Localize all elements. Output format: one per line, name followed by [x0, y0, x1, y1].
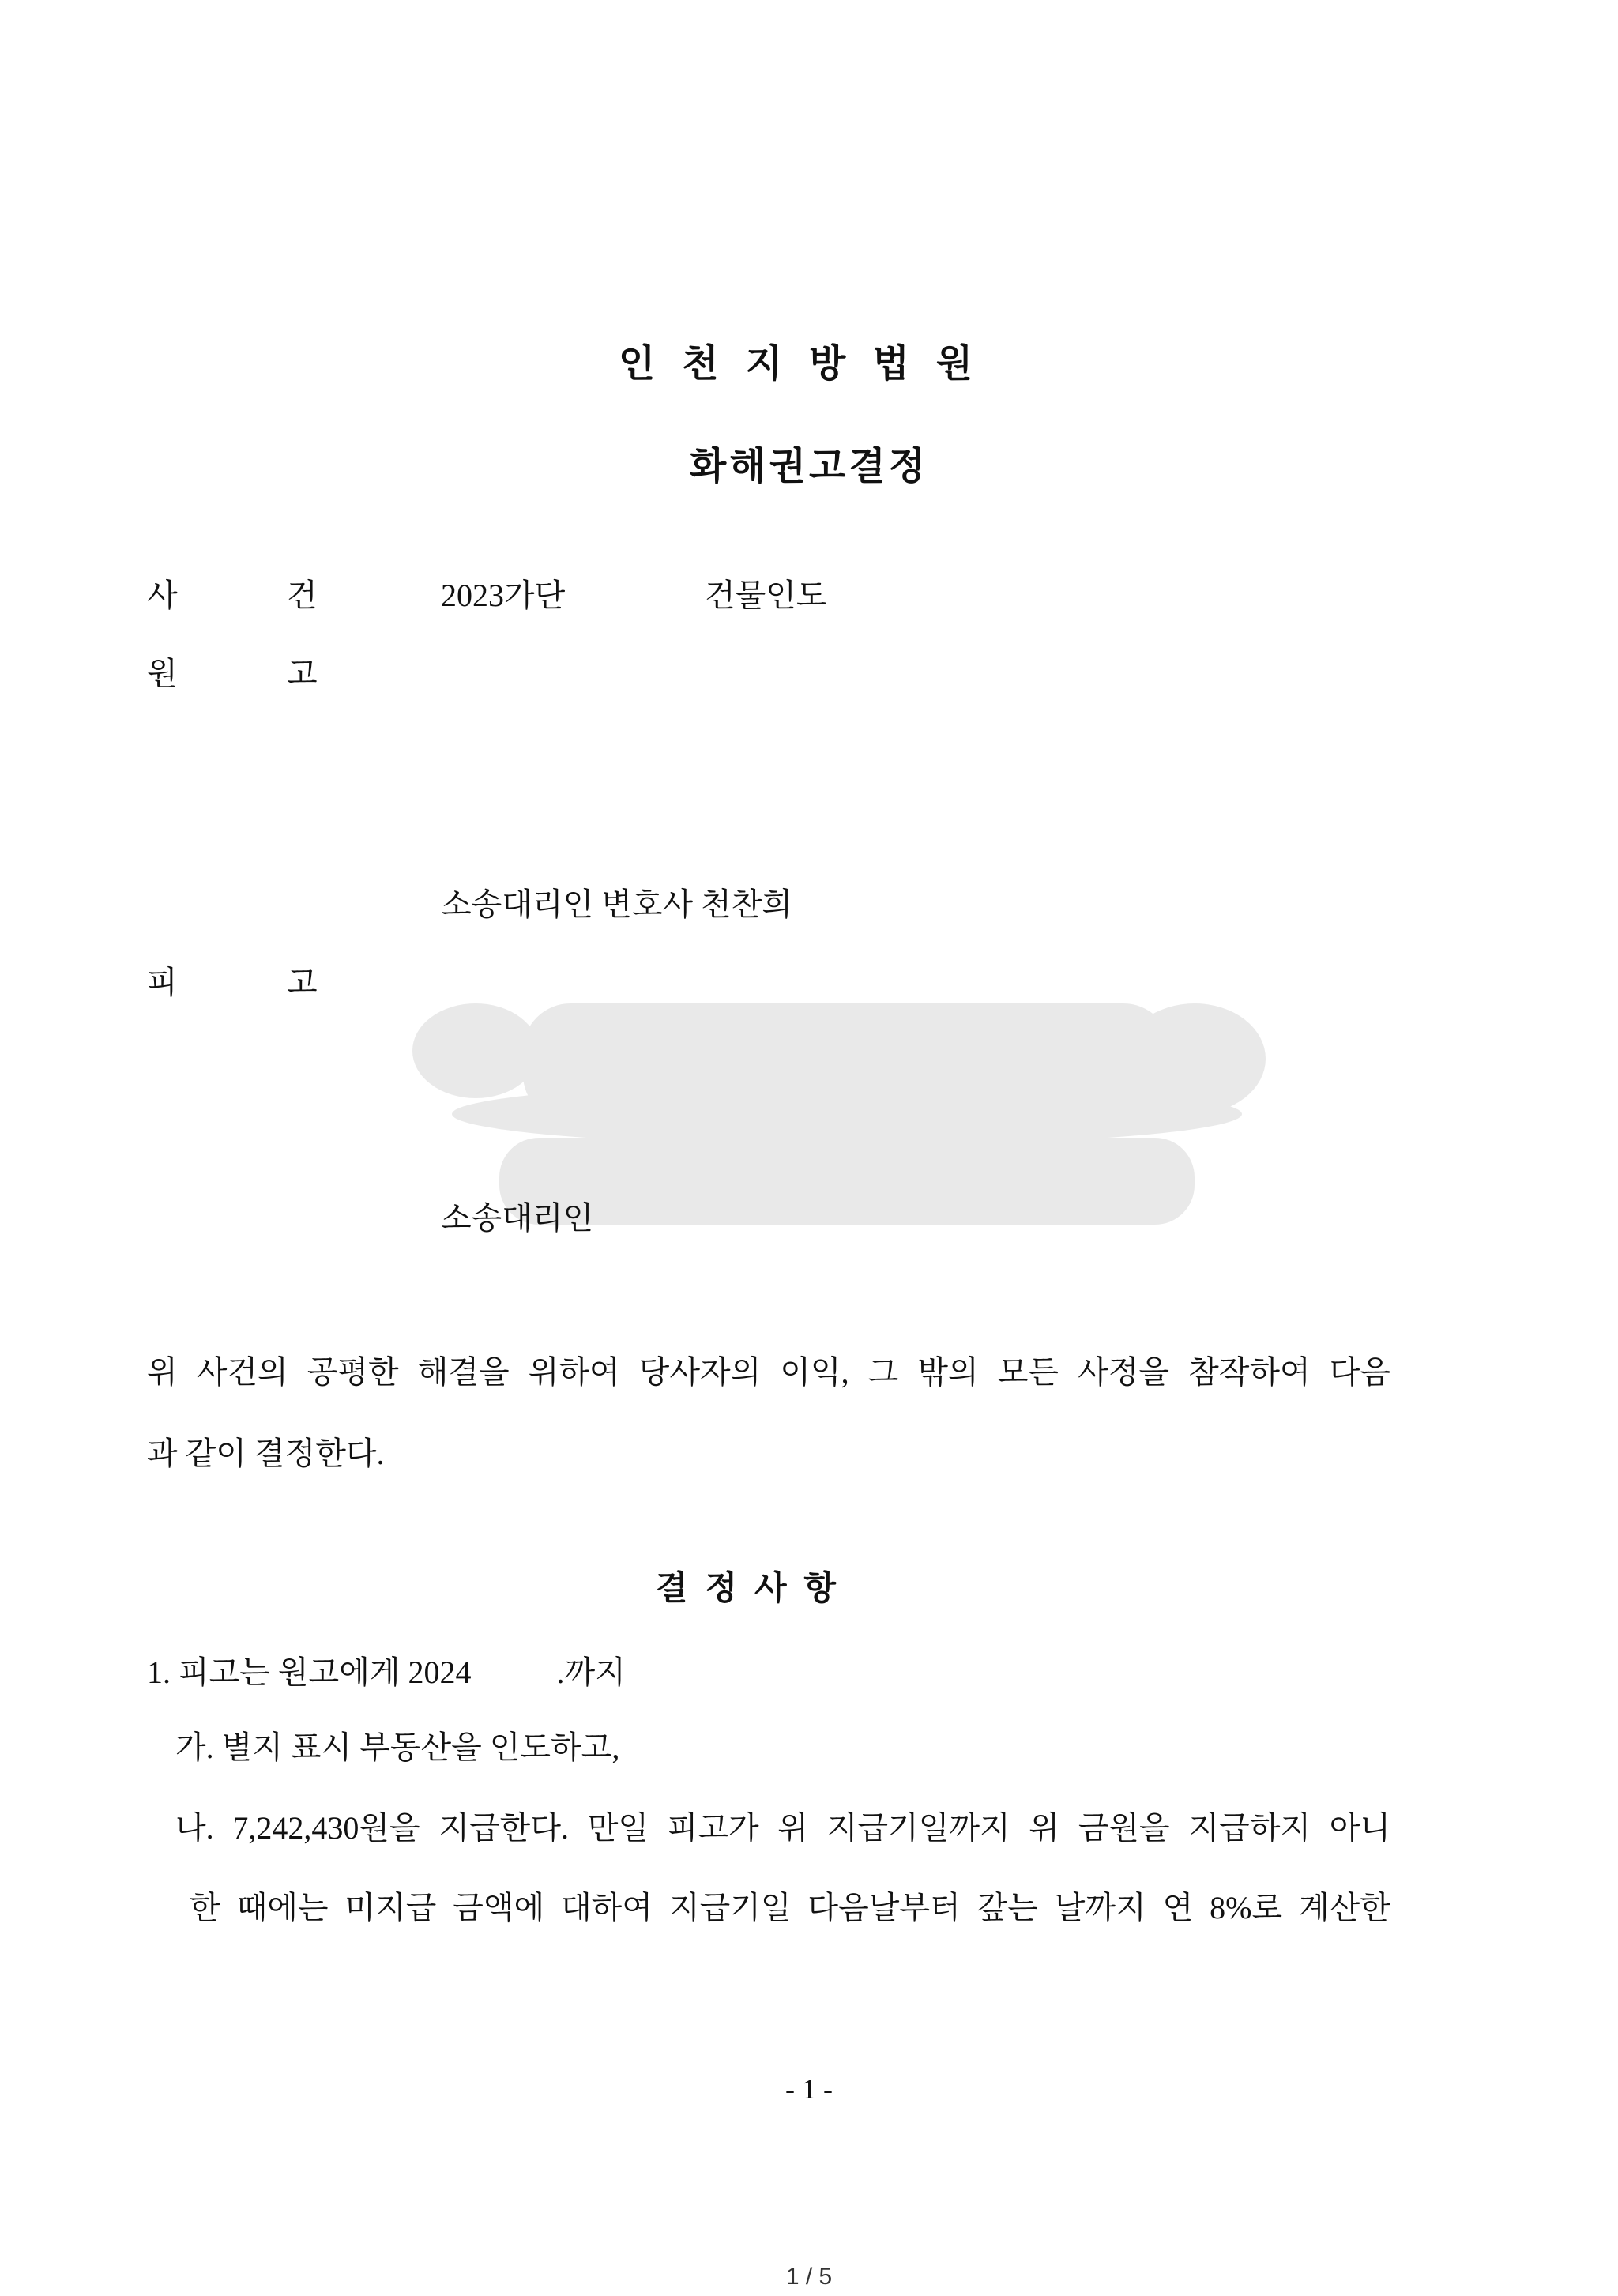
item1-prefix: 1. 피고는 원고에게 2024 — [147, 1654, 472, 1690]
page-number: - 1 - — [785, 2073, 833, 2105]
decision-item-1 — [147, 1654, 626, 1692]
defendant-attorney: 소송대리인 — [441, 1200, 594, 1236]
case-label-2: 건 — [287, 578, 318, 613]
court-name: 인천지방법원 — [618, 341, 1000, 386]
decision-item-1b-line2: 한 때에는 미지급 금액에 대하여 지급기일 다음날부터 갚는 날까지 연 8%로 계산한 — [190, 1890, 1390, 1925]
plaintiff-label-2: 고 — [287, 656, 318, 691]
plaintiff-attorney: 소송대리인 변호사 천찬희 — [441, 886, 793, 922]
defendant-label-2: 고 — [287, 965, 318, 1000]
case-label — [147, 577, 178, 615]
plaintiff-label: 원 — [147, 656, 178, 691]
decision-item-1a: 가. 별지 표시 부동산을 인도하고, — [175, 1730, 620, 1765]
case-number: 2023가단 — [441, 578, 566, 613]
intro-line-2: 과 같이 결정한다. — [147, 1436, 385, 1471]
defendant-label: 피 — [147, 965, 178, 1000]
page-indicator: 1 / 5 — [785, 2264, 833, 2290]
label-char: 사 — [147, 578, 178, 613]
decision-heading: 결정사항 — [655, 1568, 854, 1607]
intro-line-1: 위 사건의 공평한 해결을 위하여 당사자의 이익, 그 밖의 모든 사정을 참작하여 다음 — [147, 1354, 1390, 1390]
decision-item-1b-line1: 나. 7,242,430원을 지급한다. 만일 피고가 위 지급기일까지 위 금원을 지급하지 아니 — [175, 1810, 1390, 1846]
item1-suffix: .까지 — [556, 1654, 626, 1690]
case-name: 건물인도 — [705, 578, 827, 613]
document-title: 화해권고결정 — [689, 444, 929, 488]
